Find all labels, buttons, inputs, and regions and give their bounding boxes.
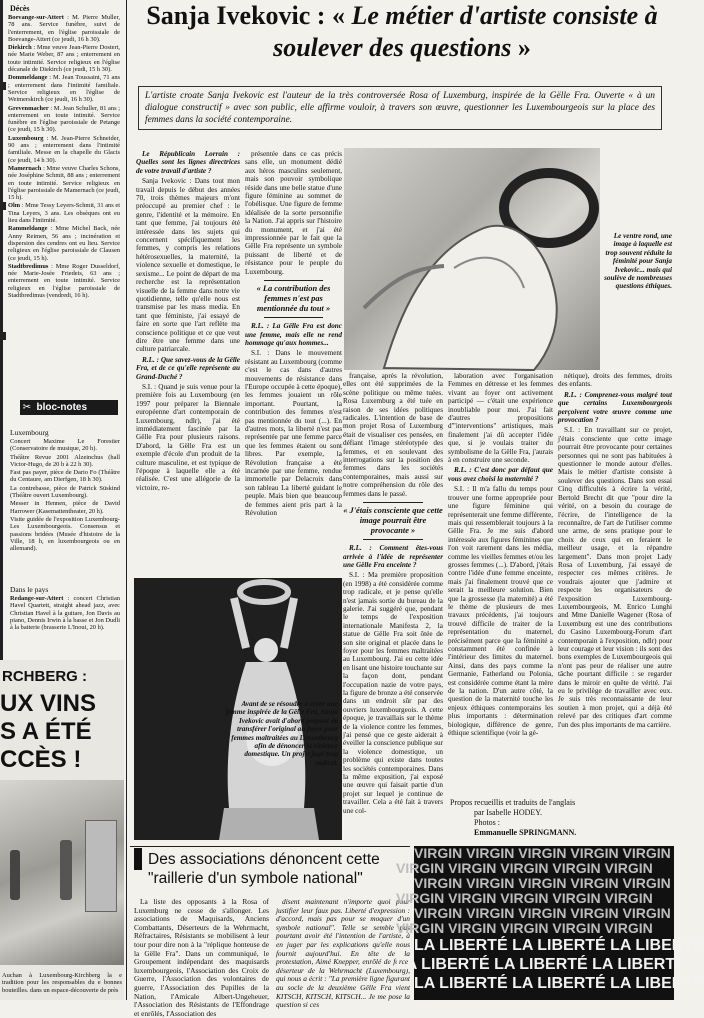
deces-entry <box>8 74 120 103</box>
agenda-item: Théâtre Revue 2001 Alzeinchus (hall Victor-Hugo, de 20 h à 22 h 30). <box>10 453 120 468</box>
article-col-4 <box>448 372 553 782</box>
virgin-word: VIRGIN <box>622 845 671 861</box>
second-article-text-1: La liste des opposants à la Rosa of Luxemburg ne cesse de s'allonger. Les associations de Maquisards, Anciens Combattants, Déserteurs de la Wehrmacht, Réfractaires, Résistants se mobilisent à leur tour pour dire non à la "réplique honteuse de la Gëlle Fra". Dans un communiqué, le Groupement indépendant des maquisards luxembourgeois, l'Association des Croix de Guerre, l'Association des volontaires de guerre, l'Association des Pupilles de la Nation, l'Amicale Albert-Ungeheuer, l'Association des Résistants de l'Effondrage et enrôlés, l'Association des <box>134 897 269 1018</box>
agenda-item <box>10 595 120 631</box>
virgin-word: VIRGIN <box>570 905 623 921</box>
deces-text: : Mme Roger Dusseldorf, née Marie-Josée Friedeis, 63 ans ; enterrement en toute intimité. Service religieux en l'église paroissiale de Stadtbredimus (vendredi, 16 h). <box>8 262 120 299</box>
virgin-row <box>396 921 674 936</box>
article-intro: L'artiste croate Sanja Ivekovic est l'auteur de la très controversée Rosa of Luxemburg, inspirée de la Gëlle Fra. Ouverte « à un dialogue constructif » avec son public, elle affirme vouloir, à travers son œuvre, questionner les Luxembourgeois sur la place des femmes dans la société contemporaine. <box>138 86 662 130</box>
virgin-word: VIRGIN <box>500 860 553 876</box>
question-4: R.L. : Comment êtes-vous arrivée à l'idée de représenter une Gëlle Fra enceinte ? <box>343 544 443 569</box>
credits-author: par Isabelle HODEY. <box>474 808 543 817</box>
virgin-word: VIRGIN <box>448 860 501 876</box>
deces-text: : M. Pierre Muller, 78 ans. Service funèbre, suivi de l'enterrement, en l'église paroissiale de Boevange-Attert (ce jeudi, 16 h 30). <box>8 14 120 43</box>
deces-place: Dommeldange <box>8 74 48 82</box>
deces-place: Boevange-sur-Attert <box>8 14 64 21</box>
deces-place: Olm <box>8 202 21 210</box>
agenda-item: Visite guidée de l'exposition Luxembourg-Les Luxembourgeois. Consensus et passions bridées (Musée d'histoire de la Ville, 18 h, en luxembourgeois ou en allemand). <box>10 515 120 553</box>
virgin-row <box>396 891 674 906</box>
statue-closeup-illustration <box>344 148 600 370</box>
agenda-item: Fast pas payer, pièce de Dario Fo (Théâtre du Centaure, am Dierfgen, 18 h 30). <box>10 469 120 484</box>
virgin-word: VIRGIN <box>414 905 467 921</box>
agenda-item: La contrebasse, pièce de Patrick Süskind (Théâtre ouvert Luxembourg). <box>10 484 120 500</box>
virgin-word: VIRGIN <box>396 890 449 906</box>
deces-entry <box>8 135 120 164</box>
liberte-word: LA LIBERTÉ <box>512 975 611 992</box>
ad-figure <box>10 850 20 900</box>
luxembourg-heading: Luxembourg <box>10 428 49 437</box>
agenda-item: Messer in Hennen, pièce de David Harrower (Kasemattentheater, 20 h). <box>10 500 120 515</box>
virgin-word: VIRGIN <box>466 845 519 861</box>
pull-quote-1-text: « La contribution des femmes n'est pas mentionnée du tout » <box>256 284 331 314</box>
caption-bottom: Avant de se résoudre à créer une femme inspirée de la Gëlle Fra, Sanja Ivekovic avait d'abord proposé de transférer l'original au foyer pour femmes maltraitées au Luxembourg afin de dénoncer la violence domestique. Un projet jugé trop radical. <box>225 700 338 767</box>
second-article-col-2 <box>276 897 410 1010</box>
virgin-word: VIRGIN <box>552 890 605 906</box>
ad-headline <box>0 690 96 774</box>
deces-text: : Mme Michel Back, née Anny Reimen, 56 ans ; incinération et dispersion des cendres ont eu lieu. Service religieux en l'église paroissiale de Clausen (ce jeudi, 15 h). <box>8 225 120 262</box>
answer-4-continued: laboration avec l'organisation Femmes en détresse et les femmes vivant au foyer ont activement participé — c'était une expérience inoubliable pour moi. J'ai fait d'autres propositions d'"interventions" artistiques, mais finalement j'ai dû accepter l'idée que, si je voulais traiter du symbolisme de la Gëlle Fra, j'aurais à en construire une seconde. <box>448 372 553 465</box>
caption-top: Le ventre rond, une image à laquelle est trop souvent réduite la féminité pour Sanja Ivekovic... mais qui soulève de nombreuses questions éthiques. <box>604 232 672 291</box>
virgin-row <box>414 876 674 891</box>
sidebar-tab-marker <box>0 202 6 210</box>
pull-quote-2 <box>343 502 443 540</box>
second-article-title: Des associations dénoncent cette "raillerie d'un symbole national" <box>148 851 380 887</box>
bloc-notes-title: bloc-notes <box>36 402 88 413</box>
virgin-word: VIRGIN <box>604 890 653 906</box>
deces-place: Rammeldange <box>8 225 48 233</box>
agenda-place: Redange-sur-Attert <box>10 595 64 602</box>
pull-quote-1 <box>245 280 342 318</box>
liberte-word: LA LIBERTÉ <box>512 937 611 954</box>
liberte-word: LA LIBERTÉ <box>414 975 513 992</box>
agenda-text: : concert Christian Havel Quartett, straight ahead jazz, avec Christian Havel à la guitare, Jon Davis au piano, Dennis Irwin à la basse et Jon Dudli à la batterie (brasserie L'Inoui, 20 h). <box>10 595 120 632</box>
sidebar-tab-marker <box>0 332 6 340</box>
second-article-col-1 <box>134 897 269 1018</box>
title-prefix: Sanja Ivekovic : « <box>146 1 352 30</box>
luxembourg-agenda <box>10 438 120 578</box>
pays-agenda <box>10 595 120 653</box>
answer-6: S.I. : En travaillant sur ce projet, j'étais consciente que cette image pourrait être provocante pour certaines personnes qui ne sont pas habituées à questionner le monde autour d'elles. Mais le métier d'artiste consiste à soulever des questions. Dans son essai Cinq difficultés à écrire la vérité, Bertold Brecht dit que "pour dire la vérité, on a besoin du courage de l'écrire, de l'intelligence de la reconnaître, de l'art de l'utiliser comme une arme, de sens pratique pour le choix de ceux qui en feraient le meilleur usage, et la répandre largement". Dans mon projet Lady Rosa of Luxemburg, j'ai essayé de respecter ces mêmes critères. Je voudrais ajouter que j'admire et respecte les organisateurs de l'exposition Luxembourg-Luxembourgeois, M. Enrico Lunghi and Mme Danielle Wagener (Rosa of Luxemburg est une des contributions du Casino Luxembourg-Forum d'art contemporain à l'exposition, ndlr) pour leur courage et leur vision : ils sont des bons exemples de Luxembourgeois qui n'ont pas peur de réaliser une autre tâche pourtant difficile : se regarder dans le miroir en quête de vérité. J'ai eu le privilège de travailler avec eux. Je suis très reconnaissante de leur soutien à mon projet, qui a déjà été relevé par des critiques d'art comme l'un des plus importants de ma carrière. <box>558 426 672 729</box>
deces-place: Mamernach <box>8 164 42 172</box>
virgin-row <box>414 846 674 861</box>
photo-pregnant-statue <box>344 148 600 370</box>
deces-text: : Mme Tessy Leyers-Schmit, 31 ans et Tina Leyers, 3 ans. Les obsèques ont eu lieu dans l'intimité. <box>8 202 120 225</box>
deces-place: Grevenmacher <box>8 104 49 112</box>
answer-2-continued: présentée dans ce cas précis sans elle, un monument dédié aux héros masculins seulement, mais son pouvoir symbolique réside dans une belle statue d'une figure féminine au sommet de l'obélisque. Une figure de femme idéalisée de la sorte personnifie la Nation. J'ai appris sur l'histoire du monument, et j'ai été impressionnée par le fait que la Gëlle Fra représente un symbole puissant de liberté et de résistance pour le peuple du Luxembourg. <box>245 150 342 276</box>
virgin-word: VIRGIN <box>552 920 605 936</box>
scissors-icon: ✂ <box>22 402 32 413</box>
deces-entry <box>8 14 120 43</box>
virgin-word: VIRGIN <box>414 875 467 891</box>
virgin-row <box>414 906 674 921</box>
liberte-word: LA LIBERTÉ <box>610 937 704 954</box>
virgin-word: VIRGIN <box>604 860 653 876</box>
question-1: Le Républicain Lorrain : Quelles sont les lignes directrices de votre travail d'artiste ? <box>136 150 240 175</box>
virgin-word: VIRGIN <box>466 875 519 891</box>
liberte-row <box>414 936 704 955</box>
question-5: R.L. : C'est donc par défaut que vous avez choisi la maternité ? <box>448 466 553 483</box>
deces-heading: Décès <box>10 4 30 13</box>
deces-text: : M. Jean-Pierre Schneider, 90 ans ; enterrement dans l'intimité familiale. Messe en la chapelle du Glacis (ce jeudi, 14 h 30). <box>8 134 120 164</box>
virgin-word: VIRGIN <box>604 920 653 936</box>
article-col-1 <box>136 150 240 580</box>
ad-shelf <box>85 820 117 912</box>
virgin-word: VIRGIN <box>466 905 519 921</box>
deces-text: : M. Jean Schuller, 81 ans ; enterrement en toute intimité. Service funèbre en l'église paroissiale de Petange (ce jeudi, 15 h 30). <box>8 104 120 134</box>
virgin-word: VIRGIN <box>414 845 467 861</box>
virgin-word: VIRGIN <box>552 860 605 876</box>
virgin-word: VIRGIN <box>622 905 671 921</box>
article-headline <box>132 0 672 78</box>
deces-entry <box>8 105 120 134</box>
deces-entry <box>8 202 120 224</box>
credits-photos-label: Photos : <box>474 818 501 827</box>
ad-figure <box>60 840 72 900</box>
bloc-notes-banner <box>20 400 118 415</box>
deces-entry <box>8 165 120 201</box>
answer-5: S.I. : Il m'a fallu du temps pour trouver une forme appropriée pour une figure féminine qui représenterait une femme différente, mais qui ressemblerait toujours à la Gëlle Fra. Je me suis d'abord intéressée aux figures féminines que l'on voit rarement dans les média, comme les vieilles femmes et/ou les grosses femmes (...). D'abord, j'étais contre l'idée d'une femme enceinte, mais j'ai finalement trouvé que ce serait la meilleure solution. Bien que la grossesse (la maternité) a été le thème de plusieurs de mes travaux précédents, j'ai toujours trouvé difficile de traiter de la représentation du maternel, précisément parce que la féminité a constamment été confinée à l'intérieur des limites du maternel. Ainsi, dans des pays comme la Germanie, Fatherland ou Polonia, est considérée comme étant la mère de la nation. D'un autre côté, la question de la maternité touche les enjeux éthiques contemporains les plus importants : détermination biologique, différence de genre, éthique scientifique (voir la gé- <box>448 485 553 738</box>
article-divider <box>130 846 410 847</box>
credits-photographer: Emmanuelle SPRINGMANN. <box>474 828 577 837</box>
credits-line-1: Propos recueillis et traduits de l'anglais <box>450 798 576 807</box>
answer-3-continued: française, après la révolution, elles ont été supprimées de la scène politique ou même tuées. Rosa Luxemburg a été tuée en raison de ses idées politiques radicales. L'intention de base de mon projet Rosa of Luxemburg était de visualiser ces pensées, en défiant l'image stéréotypée des femmes, et en soulevant des interrogations sur la position des femmes dans les sociétés contemporaines, mais aussi sur notre compréhension du rôle des femmes dans le passé. <box>343 372 443 498</box>
liberte-word: LA LIBERTÉ <box>592 956 686 973</box>
column-rule <box>126 0 127 1000</box>
article-col-5 <box>558 372 672 782</box>
virgin-word: VIRGIN <box>518 875 571 891</box>
article-col-2 <box>245 150 342 580</box>
virgin-word: VIRGIN <box>448 920 501 936</box>
pull-quote-2-text: « J'étais consciente que cette image pourrait être provocante » <box>343 506 443 536</box>
virgin-word: VIRGIN <box>570 875 623 891</box>
virgin-word: VIRGIN <box>518 845 571 861</box>
answer-2: S.I. : Quand je suis venue pour la première fois au Luxembourg (en 1997 pour préparer la Biennale européenne d'art contemporain de Luxembourg, ndlr), j'ai été immédiatement fascinée par la Gëlle Fra pour plusieurs raisons. D'abord, la Gëlle Fra est un exemple d'école d'un produit de la culture masculine, et est typique de l'époque à laquelle elle a été réalisée. C'est une allégorie de la victoire, re- <box>136 382 240 492</box>
answer-3: S.I. : Dans le mouvement résistant au Luxembourg (comme c'est le cas dans d'autres mouvements de résistance dans l'Europe occupée à cette époque), les femmes jouaient un rôle important. Pourtant, la contribution des femmes n'est pas mentionnée du tout (...). En d'autres mots, la liberté n'est pas représentée par une femme parce que les femmes étaient ou sont libres. Par exemple, la Révolution française a été incarnée par une femme, rendue immortelle par Delacroix dans son tableau La liberté guidant le peuple. Mais bien que beaucoup de femmes aient pris part à la Révolution <box>245 349 342 518</box>
virgin-advert <box>396 845 704 1000</box>
deces-place: Stadtbredimus <box>8 262 49 270</box>
title-suffix: » <box>511 33 531 62</box>
headline-marker <box>134 848 142 870</box>
virgin-word: VIRGIN <box>396 860 449 876</box>
answer-5-continued: nétique), droits des femmes, droits des enfants. <box>558 372 672 389</box>
question-2: R.L. : Que savez-vous de la Gëlle Fra, et de ce qu'elle représente au Grand-Duché ? <box>136 355 240 381</box>
liberte-row <box>414 974 704 993</box>
pays-heading: Dans le pays <box>10 585 49 594</box>
agenda-item: Concert Maxime Le Forestier (Conservatoire de musique, 20 h). <box>10 438 120 453</box>
sidebar-tab-marker <box>0 82 6 90</box>
virgin-word: VIRGIN <box>570 845 623 861</box>
deces-text: : M. Jean Toussaint, 71 ans ; enterrement dans l'intimité familiale. Service religieux en l'église de Weimerskirch (ce jeudi, 16 h 30). <box>8 74 120 104</box>
left-sidebar <box>0 0 124 1000</box>
wine-advert <box>0 660 124 1000</box>
virgin-word: VIRGIN <box>396 920 449 936</box>
liberte-word: LA LIBERTÉ <box>494 956 593 973</box>
answer-1: Sanja Ivekovic : Dans tout mon travail depuis le début des années 70, trois thèmes majeurs m'ont préoccupé au premier chef : le genre, l'identité et la mémoire. En tant que femme, j'ai toujours été intéressée dans les sujets qui concernent spécifiquement les femmes, y compris les relations hétérosexuelles, la maternité, la violence sexuelle et domestique, le sexisme... Le point de départ de ma recherche est la représentation visuelle de la femme dans notre vie quotidienne, telle qu'elle nous est transmise par les mass media. En tant que féministe, j'ai essayé de faire en sorte que l'art reflète ma conscience politique et ce que veut dire être une femme dans une culture patriarcale. <box>136 177 240 354</box>
deces-text: : Mme veuve Jean-Pierre Dostert, née Marie Weber, 87 ans ; enterrement en toute intimité. Service religieux en l'église décanale de Diekirch (ce jeudi, 15 h 30). <box>8 44 120 74</box>
ad-line-1: UX VINS <box>0 690 97 717</box>
deces-entry <box>8 44 120 73</box>
ad-line-3: CCÈS ! <box>0 746 82 773</box>
virgin-word: VIRGIN <box>518 905 571 921</box>
liberte-word: LA LIBERTÉ <box>396 956 495 973</box>
virgin-word: VIRGIN <box>622 875 671 891</box>
liberte-row <box>396 955 686 974</box>
ad-footer: Auchan à Luxembourg-Kirchberg la e tradition pour les responsables du e bonnes bouteilles. dans un espace-découverte de près <box>2 972 122 994</box>
virgin-row <box>396 861 674 876</box>
ad-photo <box>0 780 124 965</box>
deces-list <box>8 14 120 386</box>
deces-entry <box>8 263 120 299</box>
title-quote: Le métier d'artiste consiste à soulever des questions <box>273 1 658 62</box>
ad-line-2: S A ÉTÉ <box>0 718 92 745</box>
second-article-text-2: disent maintenant n'importe quoi pour justifier leur faux pas. Liberté d'expression : d'accord, mais pas pour se moquer d'un symbole national". Telle se semble pas pourtant avoir été l'intention de l'artiste, à en juger par les explications qu'elle nous fournit aujourd'hui. En tête de la protestation, Aimé Knepper, enrôlé de force, déserteur de la Wehrmacht (Luxembourg), qui nous a écrit : "La première ligne figurant au socle de la deuxième Gëlle Fra vient KITSCH, KITSCH, KITSCH... Je me pose la question si ces <box>276 897 410 1010</box>
article-credits <box>450 798 660 842</box>
liberte-word: LA LIBERTÉ <box>610 975 704 992</box>
answer-4: S.I. : Ma première proposition (en 1998) a été considérée comme trop radicale, et je pense qu'elle n'est jamais sortie du bureau de la galerie. J'ai suggéré que, pendant le temps de l'exposition internationale Manifesta 2, la statue de Gëlle Fra soit ôtée de son site original et placée dans le foyer pour les femmes maltraitées au Luxembourg. J'ai eu cette idée en lisant une histoire touchante sur la façon dont, pendant l'occupation nazie de votre pays, la figure de bronze a été conservée dans un endroit sûr par des ouvriers luxembourgeois. A cette époque, je travaillais sur le thème de la violence contre les femmes, j'ai pensé que ce geste aiderait à éveiller la conscience publique sur la violence domestique, un problème qui existe dans toutes les sociétés contemporaines. Dans la même exposition, j'ai exposé une œuvre qui faisait partie d'un projet sur lequel je continue de travailler. Cela a été fait à travers une col- <box>343 571 444 815</box>
virgin-word: VIRGIN <box>500 920 553 936</box>
question-6: R.L. : Comprenez-vous malgré tout que certains Luxembourgeois perçoivent votre œuvre comme une provocation ? <box>558 390 672 425</box>
deces-place: Diekirch <box>8 44 32 52</box>
deces-text: : Mme veuve Charles Schons, née Joséphine Schmit, 88 ans ; enterrement en toute intimité. Service religieux en l'église paroissiale de Mamernach (ce jeudi, 15 h). <box>8 164 120 202</box>
ad-brand: RCHBERG : <box>2 668 87 685</box>
virgin-word: VIRGIN <box>500 890 553 906</box>
question-3: R.L. : La Gëlle Fra est donc une femme, mais elle ne rend hommage qu'aux hommes... <box>245 322 342 347</box>
deces-place: Luxembourg <box>8 134 44 142</box>
article-col-3 <box>343 372 443 900</box>
liberte-word: LA LIBERTÉ <box>414 937 513 954</box>
deces-entry <box>8 225 120 261</box>
virgin-word: VIRGIN <box>448 890 501 906</box>
